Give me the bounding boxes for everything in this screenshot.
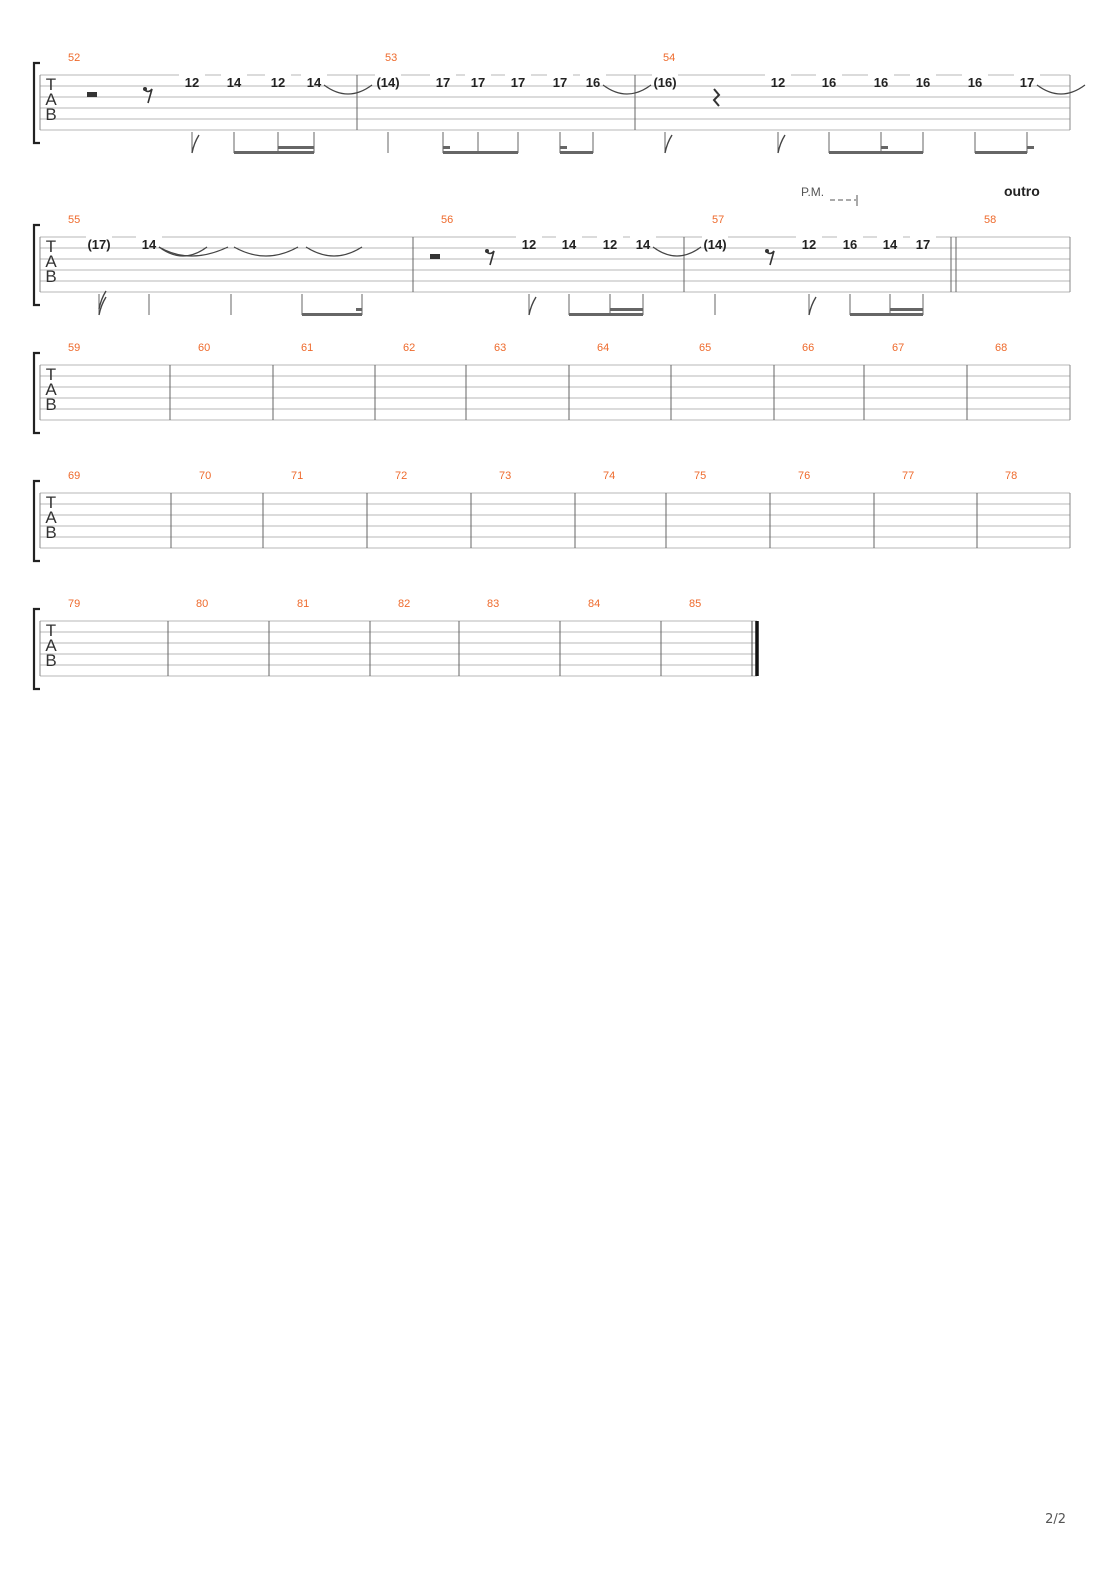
beam-stub [356,308,362,311]
fret-number: 17 [470,75,486,90]
fret-number: 16 [585,75,601,90]
fret-number: 17 [435,75,451,90]
measure-number: 66 [802,342,815,354]
fret-number: 14 [635,237,651,252]
beam [850,313,923,316]
measure-number: 67 [892,342,905,354]
note-flag [778,135,785,153]
fret-number: (14) [703,237,727,252]
eighth-rest-dot [765,249,769,253]
half-rest [430,254,440,259]
measure-number: 74 [603,470,616,482]
measure-number: 72 [395,470,408,482]
fret-number: 16 [967,75,983,90]
fret-number: 16 [821,75,837,90]
fret-number: 16 [842,237,858,252]
measure-number: 63 [494,342,507,354]
measure-number: 80 [196,598,209,610]
beam-secondary [890,308,923,311]
eighth-rest [486,251,494,265]
system-bracket [34,609,40,689]
measure-number: 77 [902,470,915,482]
measure-number: 70 [199,470,212,482]
staff-system-1 [34,52,1085,154]
system-bracket [34,353,40,433]
tab-clef-letter: B [45,523,57,542]
beam-secondary [610,308,643,311]
measure-number: 64 [597,342,610,354]
fret-number: (14) [376,75,400,90]
fret-number: 12 [184,75,200,90]
measure-number: 68 [995,342,1008,354]
measure-number: 54 [663,52,676,64]
measure-number: 65 [699,342,712,354]
measure-number: 76 [798,470,811,482]
eighth-rest-dot [485,249,489,253]
measure-number: 57 [712,214,725,226]
measure-number: 61 [301,342,314,354]
fret-number: 14 [306,75,322,90]
tab-clef-letter: B [45,267,57,286]
tab-clef-letter: T [45,493,57,512]
measure-number: 71 [291,470,304,482]
measure-number: 84 [588,598,601,610]
fret-number: 17 [1019,75,1035,90]
fret-number: 12 [270,75,286,90]
beam [829,151,923,154]
measure-number: 58 [984,214,997,226]
tab-clef-letter: T [45,75,57,94]
tab-clef-letter: B [45,395,57,414]
measure-number: 55 [68,214,81,226]
note-flag [809,297,816,315]
beam-secondary [278,146,314,149]
measure-number: 53 [385,52,398,64]
measure-number: 75 [694,470,707,482]
beam-stub [560,146,567,149]
measure-number: 78 [1005,470,1018,482]
eighth-rest [766,251,774,265]
beam [975,151,1027,154]
fret-number: 17 [510,75,526,90]
system-bracket [34,481,40,561]
tab-clef-letter: T [45,621,57,640]
beam-stub [881,146,888,149]
fret-number: 12 [770,75,786,90]
beam-stub [1027,146,1034,149]
beam [569,313,643,316]
measure-number: 79 [68,598,81,610]
fret-number: 17 [915,237,931,252]
tab-clef-letter: B [45,105,57,124]
tab-clef-letter: A [45,508,57,527]
beam [560,151,593,154]
fret-number: 14 [226,75,242,90]
tab-clef-letter: A [45,252,57,271]
measure-number: 85 [689,598,702,610]
system-bracket [34,225,40,305]
tab-clef-letter: T [45,365,57,384]
fret-number: (17) [87,237,111,252]
fret-number: 14 [882,237,898,252]
fret-number: 14 [141,237,157,252]
tab-clef-letter: B [45,651,57,670]
fret-number: 16 [873,75,889,90]
palm-mute-label: P.M. [801,185,825,199]
measure-number: 52 [68,52,81,64]
measure-number: 59 [68,342,81,354]
note-flag [192,135,199,153]
tab-clef-letter: A [45,380,57,399]
tab-clef-letter: A [45,90,57,109]
tab-clef-letter: T [45,237,57,256]
staff-system-2 [34,183,1070,316]
fret-number: 12 [602,237,618,252]
measure-number: 83 [487,598,500,610]
measure-number: 60 [198,342,211,354]
page-number: 2/2 [1045,1512,1066,1527]
beam-stub [443,146,450,149]
beam [234,151,314,154]
fret-number: 12 [801,237,817,252]
section-marker-outro: outro [1004,183,1040,199]
fret-number: 17 [552,75,568,90]
fret-number: (16) [653,75,677,90]
staff-system-4 [34,470,1070,561]
fret-number: 16 [915,75,931,90]
fret-number: 14 [561,237,577,252]
half-rest [87,92,97,97]
measure-number: 56 [441,214,454,226]
note-flag [665,135,672,153]
note-flag [529,297,536,315]
measure-number: 62 [403,342,416,354]
measure-number: 82 [398,598,411,610]
staff-system-3 [34,342,1070,433]
tab-clef-letter: A [45,636,57,655]
beam [302,313,362,316]
staff-system-5 [34,598,757,689]
eighth-rest-dot [143,87,147,91]
system-bracket [34,63,40,143]
measure-number: 69 [68,470,81,482]
beam [443,151,518,154]
measure-number: 73 [499,470,512,482]
fret-number: 12 [521,237,537,252]
measure-number: 81 [297,598,310,610]
eighth-rest [144,89,152,103]
